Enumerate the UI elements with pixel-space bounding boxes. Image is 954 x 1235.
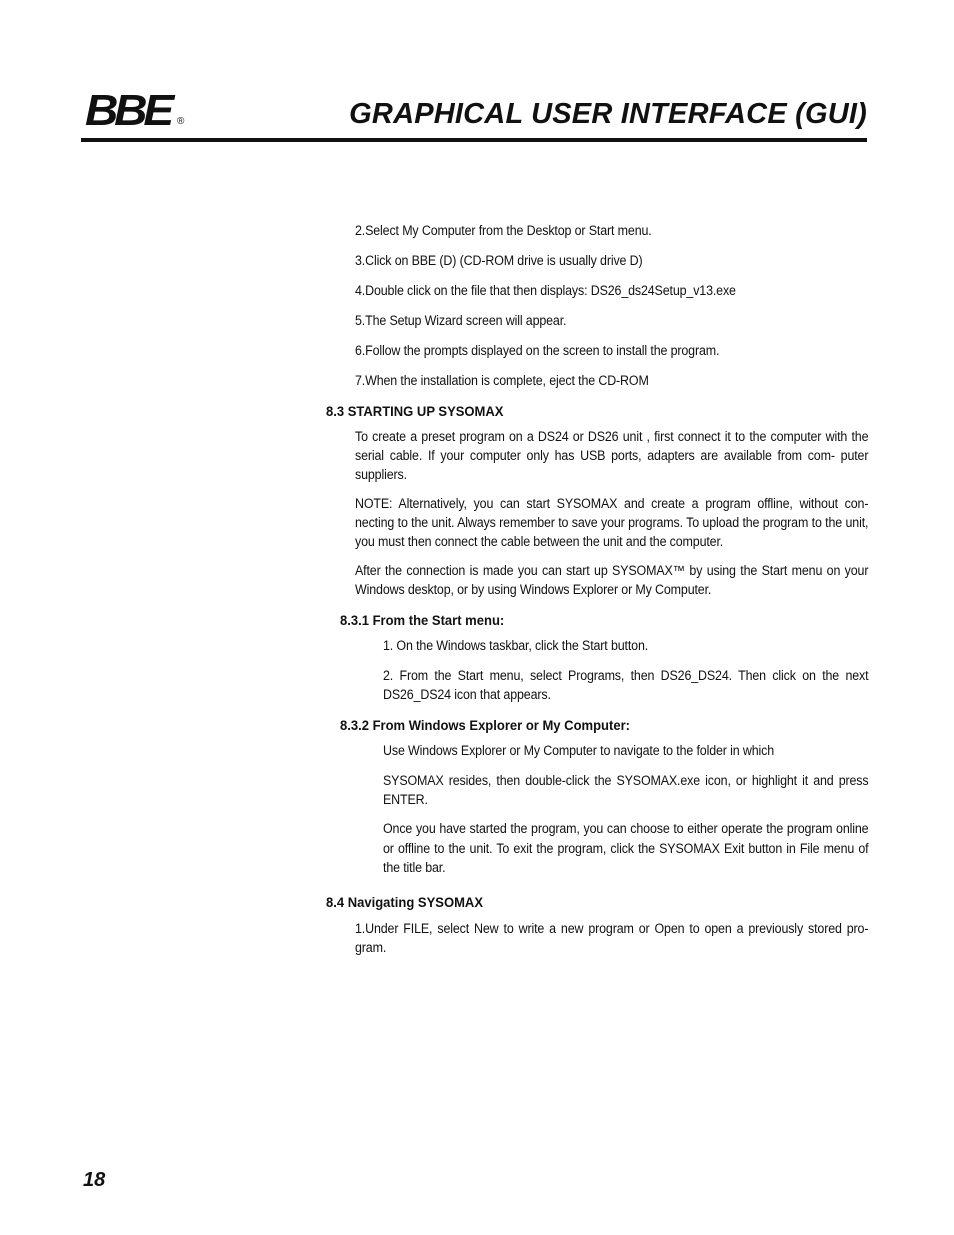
page-number: 18 bbox=[83, 1169, 106, 1191]
paragraph: Use Windows Explorer or My Computer to navigate to the folder in which bbox=[383, 743, 774, 758]
section-heading-8-3-2: 8.3.2 From Windows Explorer or My Computer: bbox=[340, 717, 630, 733]
step-item: 7.When the installation is complete, eject the CD-ROM bbox=[355, 373, 649, 388]
section-heading-8-4: 8.4 Navigating SYSOMAX bbox=[326, 894, 484, 910]
header-rule bbox=[81, 138, 867, 142]
paragraph: After the connection is made you can start up SYSOMAX™ by using the Start menu on your Windows desktop, or by using Windows Explorer or My Computer. bbox=[355, 563, 869, 597]
page-title: GRAPHICAL USER INTERFACE (GUI) bbox=[349, 98, 867, 130]
paragraph: 1.Under FILE, select New to write a new program or Open to open a previously stored pro- gram. bbox=[355, 921, 869, 955]
paragraph: SYSOMAX resides, then double-click the SYSOMAX.exe icon, or highlight it and press ENTER. bbox=[383, 773, 869, 807]
step-item: 6.Follow the prompts displayed on the screen to install the program. bbox=[355, 343, 720, 358]
step-item: 3.Click on BBE (D) (CD-ROM drive is usually drive D) bbox=[355, 253, 643, 268]
step-item: 5.The Setup Wizard screen will appear. bbox=[355, 313, 567, 328]
paragraph: To create a preset program on a DS24 or DS26 unit , first connect it to the computer with the serial cable. If your computer only has USB ports, adapters are available from com- puter suppliers. bbox=[355, 429, 869, 482]
section-heading-8-3-1: 8.3.1 From the Start menu: bbox=[340, 612, 505, 628]
registered-mark: ® bbox=[177, 116, 185, 127]
step-item: 4.Double click on the file that then displays: DS26_ds24Setup_v13.exe bbox=[355, 283, 736, 298]
section-heading-8-3: 8.3 STARTING UP SYSOMAX bbox=[326, 403, 504, 419]
page-header bbox=[81, 86, 867, 144]
paragraph: Once you have started the program, you can choose to either operate the program online or offline to the unit. To exit the program, click the SYSOMAX Exit button in File menu of the title bar. bbox=[383, 821, 869, 875]
paragraph: 2. From the Start menu, select Programs, then DS26_DS24. Then click on the next DS26_DS24 icon that appears. bbox=[383, 668, 869, 702]
note-paragraph: NOTE: Alternatively, you can start SYSOMAX and create a program offline, without con- necting to the unit. Always remember to save your programs. To upload the program to the unit, you must then connect the cable between the unit and the computer. bbox=[355, 496, 869, 549]
bbe-logo bbox=[85, 86, 170, 135]
step-item: 2.Select My Computer from the Desktop or Start menu. bbox=[355, 223, 652, 238]
paragraph: 1. On the Windows taskbar, click the Start button. bbox=[383, 638, 649, 653]
logo-text: BBE bbox=[85, 86, 170, 135]
